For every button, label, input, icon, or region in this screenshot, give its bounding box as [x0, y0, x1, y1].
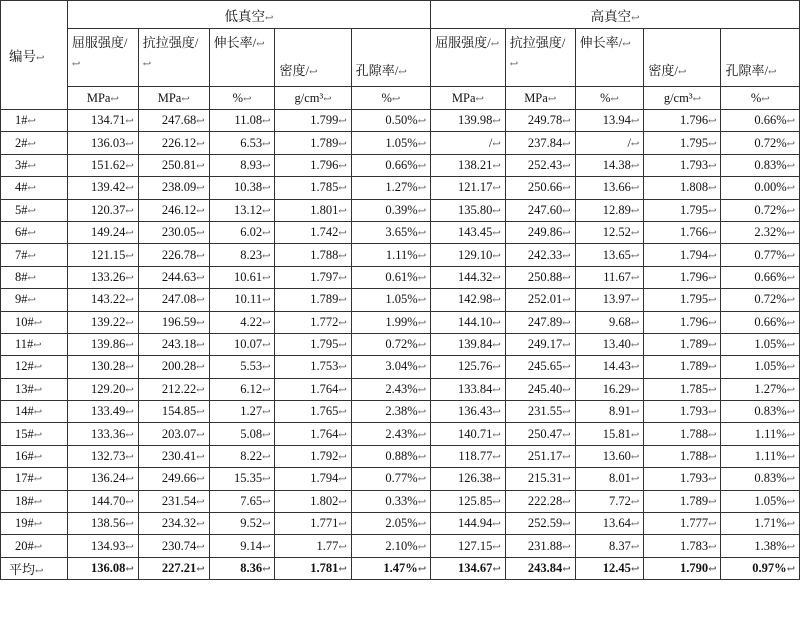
table-row: [1, 378, 800, 400]
high-porosity-cell: 1.05%↩: [721, 333, 800, 355]
table-row: [1, 154, 800, 176]
low-tensile-cell: 249.66↩: [138, 468, 209, 490]
high-tensile-cell: 250.47↩: [505, 423, 575, 445]
table-row: [1, 423, 800, 445]
high-porosity-cell: 1.11%↩: [721, 445, 800, 467]
low-elongation-cell: 15.35↩: [209, 468, 275, 490]
high-tensile-cell: 249.17↩: [505, 333, 575, 355]
low-elongation-cell: 10.11↩: [209, 289, 275, 311]
low-density-cell: 1.801↩: [275, 199, 351, 221]
high-yield-cell: 127.15↩: [431, 535, 506, 557]
high-porosity-cell: 1.05%↩: [721, 356, 800, 378]
low-tensile-cell: 238.09↩: [138, 177, 209, 199]
low-yield-cell: 130.28↩: [67, 356, 138, 378]
high-porosity-cell: 1.27%↩: [721, 378, 800, 400]
high-tensile-cell: 215.31↩: [505, 468, 575, 490]
high-porosity-cell: 0.83%↩: [721, 468, 800, 490]
low-density-cell: 1.796↩: [275, 154, 351, 176]
table-row: [1, 132, 800, 154]
unit-cell: %↩: [721, 87, 800, 110]
high-tensile-cell: 231.55↩: [505, 401, 575, 423]
low-tensile-cell: 246.12↩: [138, 199, 209, 221]
high-yield-cell: 144.94↩: [431, 513, 506, 535]
high-yield-cell: 144.32↩: [431, 266, 506, 288]
low-elongation-cell: 10.38↩: [209, 177, 275, 199]
low-porosity-cell: 0.61%↩: [351, 266, 430, 288]
high-yield-cell: 126.38↩: [431, 468, 506, 490]
sample-id-cell: 1#↩: [1, 110, 68, 132]
low-porosity-cell: 0.77%↩: [351, 468, 430, 490]
low-porosity-cell: 1.99%↩: [351, 311, 430, 333]
high-elongation-cell: 14.38↩: [575, 154, 644, 176]
high-yield-cell: 139.98↩: [431, 110, 506, 132]
high-porosity-cell: 0.77%↩: [721, 244, 800, 266]
unit-cell: %↩: [351, 87, 430, 110]
high-tensile-cell: 252.59↩: [505, 513, 575, 535]
sample-id-cell: 12#↩: [1, 356, 68, 378]
high-tensile-cell: 252.01↩: [505, 289, 575, 311]
low-yield-cell: 139.86↩: [67, 333, 138, 355]
sample-id-cell: 16#↩: [1, 445, 68, 467]
table-row: [1, 177, 800, 199]
high-yield-cell: 118.77↩: [431, 445, 506, 467]
high-density-cell: 1.795↩: [644, 132, 721, 154]
high-yield-cell: 139.84↩: [431, 333, 506, 355]
high-density-cell: 1.793↩: [644, 468, 721, 490]
low-tensile-cell: 154.85↩: [138, 401, 209, 423]
low-yield-cell: 136.03↩: [67, 132, 138, 154]
unit-cell: MPa↩: [505, 87, 575, 110]
high-elongation-cell: 9.68↩: [575, 311, 644, 333]
sample-id-cell: 13#↩: [1, 378, 68, 400]
low-yield-cell: 134.93↩: [67, 535, 138, 557]
high-elongation-cell: 13.65↩: [575, 244, 644, 266]
low-tensile-cell: 230.74↩: [138, 535, 209, 557]
high-yield-cell: 133.84↩: [431, 378, 506, 400]
sample-id-cell: 9#↩: [1, 289, 68, 311]
low-tensile-cell: 200.28↩: [138, 356, 209, 378]
table-row: [1, 356, 800, 378]
high-yield-cell: 135.80↩: [431, 199, 506, 221]
high-yield-cell: 134.67↩: [431, 557, 506, 579]
high-porosity-cell: 1.05%↩: [721, 490, 800, 512]
low-density-cell: 1.788↩: [275, 244, 351, 266]
high-elongation-cell: 12.89↩: [575, 199, 644, 221]
high-elongation-cell: 8.91↩: [575, 401, 644, 423]
high-density-cell: 1.796↩: [644, 110, 721, 132]
table-row: [1, 289, 800, 311]
sample-id-cell: 7#↩: [1, 244, 68, 266]
low-yield-cell: 149.24↩: [67, 221, 138, 243]
low-porosity-cell: 0.50%↩: [351, 110, 430, 132]
unit-cell: g/cm³↩: [275, 87, 351, 110]
high-density-cell: 1.777↩: [644, 513, 721, 535]
low-porosity-cell: 2.38%↩: [351, 401, 430, 423]
high-porosity-cell: 2.32%↩: [721, 221, 800, 243]
low-density-cell: 1.764↩: [275, 378, 351, 400]
high-elongation-cell: 13.97↩: [575, 289, 644, 311]
low-tensile-cell: 243.18↩: [138, 333, 209, 355]
low-porosity-cell: 3.65%↩: [351, 221, 430, 243]
low-density-cell: 1.765↩: [275, 401, 351, 423]
unit-cell: MPa↩: [138, 87, 209, 110]
high-elongation-cell: 16.29↩: [575, 378, 644, 400]
low-tensile-cell: 203.07↩: [138, 423, 209, 445]
table-row: [1, 468, 800, 490]
high-density-cell: 1.790↩: [644, 557, 721, 579]
sample-id-cell: 11#↩: [1, 333, 68, 355]
high-yield-cell: 121.17↩: [431, 177, 506, 199]
high-porosity-cell: 0.66%↩: [721, 311, 800, 333]
low-tensile-cell: 231.54↩: [138, 490, 209, 512]
low-porosity-cell: 2.05%↩: [351, 513, 430, 535]
low-elongation-cell: 4.22↩: [209, 311, 275, 333]
high-tensile-cell: 243.84↩: [505, 557, 575, 579]
high-elongation-cell: 14.43↩: [575, 356, 644, 378]
low-porosity-cell: 0.33%↩: [351, 490, 430, 512]
low-density-cell: 1.781↩: [275, 557, 351, 579]
high-porosity-cell: 0.97%↩: [721, 557, 800, 579]
high-density-cell: 1.794↩: [644, 244, 721, 266]
low-porosity-cell: 1.05%↩: [351, 289, 430, 311]
low-tensile-cell: 247.68↩: [138, 110, 209, 132]
table-row: [1, 110, 800, 132]
table-row: [1, 221, 800, 243]
high-tensile-cell: 251.17↩: [505, 445, 575, 467]
high-porosity-cell: 0.83%↩: [721, 401, 800, 423]
low-porosity-cell: 1.05%↩: [351, 132, 430, 154]
table-row: [1, 535, 800, 557]
low-density-cell: 1.764↩: [275, 423, 351, 445]
sample-id-cell: 4#↩: [1, 177, 68, 199]
col-header-elongation: 伸长率/↩: [209, 29, 275, 87]
low-density-cell: 1.771↩: [275, 513, 351, 535]
sample-id-cell: 19#↩: [1, 513, 68, 535]
high-yield-cell: 125.85↩: [431, 490, 506, 512]
low-yield-cell: 132.73↩: [67, 445, 138, 467]
low-elongation-cell: 1.27↩: [209, 401, 275, 423]
col-header-density: 密度/↩: [275, 29, 351, 87]
table-row: [1, 266, 800, 288]
low-density-cell: 1.797↩: [275, 266, 351, 288]
high-tensile-cell: 250.66↩: [505, 177, 575, 199]
average-row: [1, 557, 800, 579]
high-elongation-cell: 13.94↩: [575, 110, 644, 132]
high-tensile-cell: 249.86↩: [505, 221, 575, 243]
high-density-cell: 1.789↩: [644, 356, 721, 378]
high-elongation-cell: 15.81↩: [575, 423, 644, 445]
table-body: [1, 110, 800, 580]
table-row: [1, 333, 800, 355]
sample-id-cell: 18#↩: [1, 490, 68, 512]
low-yield-cell: 143.22↩: [67, 289, 138, 311]
low-yield-cell: 129.20↩: [67, 378, 138, 400]
high-tensile-cell: 247.89↩: [505, 311, 575, 333]
low-yield-cell: 139.22↩: [67, 311, 138, 333]
group-header-high-vacuum: 高真空↩: [431, 1, 800, 29]
low-yield-cell: 133.49↩: [67, 401, 138, 423]
high-tensile-cell: 231.88↩: [505, 535, 575, 557]
low-elongation-cell: 8.23↩: [209, 244, 275, 266]
sample-id-cell: 6#↩: [1, 221, 68, 243]
high-porosity-cell: 0.83%↩: [721, 154, 800, 176]
high-elongation-cell: 7.72↩: [575, 490, 644, 512]
col-header-porosity: 孔隙率/↩: [721, 29, 800, 87]
high-yield-cell: 143.45↩: [431, 221, 506, 243]
low-density-cell: 1.792↩: [275, 445, 351, 467]
low-porosity-cell: 2.43%↩: [351, 423, 430, 445]
col-header-yield: 屈服强度/↩: [431, 29, 506, 87]
high-density-cell: 1.795↩: [644, 199, 721, 221]
high-density-cell: 1.788↩: [644, 423, 721, 445]
high-density-cell: 1.795↩: [644, 289, 721, 311]
low-yield-cell: 133.26↩: [67, 266, 138, 288]
low-yield-cell: 134.71↩: [67, 110, 138, 132]
sample-id-cell: 20#↩: [1, 535, 68, 557]
sample-id-cell: 17#↩: [1, 468, 68, 490]
high-elongation-cell: 13.64↩: [575, 513, 644, 535]
low-tensile-cell: 234.32↩: [138, 513, 209, 535]
high-elongation-cell: 13.60↩: [575, 445, 644, 467]
low-density-cell: 1.77↩: [275, 535, 351, 557]
table-row: [1, 199, 800, 221]
high-elongation-cell: 13.66↩: [575, 177, 644, 199]
high-yield-cell: 138.21↩: [431, 154, 506, 176]
high-tensile-cell: 237.84↩: [505, 132, 575, 154]
high-density-cell: 1.793↩: [644, 401, 721, 423]
high-elongation-cell: /↩: [575, 132, 644, 154]
low-porosity-cell: 0.66%↩: [351, 154, 430, 176]
high-density-cell: 1.783↩: [644, 535, 721, 557]
high-yield-cell: /↩: [431, 132, 506, 154]
low-porosity-cell: 1.11%↩: [351, 244, 430, 266]
high-density-cell: 1.785↩: [644, 378, 721, 400]
low-elongation-cell: 6.02↩: [209, 221, 275, 243]
high-porosity-cell: 0.66%↩: [721, 266, 800, 288]
table-row: [1, 311, 800, 333]
unit-cell: %↩: [575, 87, 644, 110]
high-elongation-cell: 13.40↩: [575, 333, 644, 355]
low-elongation-cell: 8.93↩: [209, 154, 275, 176]
low-density-cell: 1.802↩: [275, 490, 351, 512]
unit-cell: %↩: [209, 87, 275, 110]
low-density-cell: 1.742↩: [275, 221, 351, 243]
low-yield-cell: 139.42↩: [67, 177, 138, 199]
sample-id-cell: 平均↩: [1, 557, 68, 579]
low-elongation-cell: 10.07↩: [209, 333, 275, 355]
low-tensile-cell: 250.81↩: [138, 154, 209, 176]
col-header-yield: 屈服强度/↩: [67, 29, 138, 87]
high-yield-cell: 136.43↩: [431, 401, 506, 423]
low-yield-cell: 133.36↩: [67, 423, 138, 445]
unit-cell: MPa↩: [67, 87, 138, 110]
low-elongation-cell: 7.65↩: [209, 490, 275, 512]
sample-id-cell: 14#↩: [1, 401, 68, 423]
low-density-cell: 1.794↩: [275, 468, 351, 490]
low-density-cell: 1.753↩: [275, 356, 351, 378]
low-density-cell: 1.772↩: [275, 311, 351, 333]
low-tensile-cell: 244.63↩: [138, 266, 209, 288]
low-porosity-cell: 1.27%↩: [351, 177, 430, 199]
low-elongation-cell: 9.52↩: [209, 513, 275, 535]
high-porosity-cell: 0.00%↩: [721, 177, 800, 199]
table-row: [1, 401, 800, 423]
high-density-cell: 1.766↩: [644, 221, 721, 243]
high-tensile-cell: 247.60↩: [505, 199, 575, 221]
low-yield-cell: 121.15↩: [67, 244, 138, 266]
table-row: [1, 445, 800, 467]
high-porosity-cell: 1.71%↩: [721, 513, 800, 535]
high-tensile-cell: 252.43↩: [505, 154, 575, 176]
high-elongation-cell: 11.67↩: [575, 266, 644, 288]
high-porosity-cell: 0.72%↩: [721, 132, 800, 154]
unit-cell: g/cm³↩: [644, 87, 721, 110]
sample-id-cell: 10#↩: [1, 311, 68, 333]
high-tensile-cell: 242.33↩: [505, 244, 575, 266]
sample-id-cell: 5#↩: [1, 199, 68, 221]
high-density-cell: 1.796↩: [644, 266, 721, 288]
low-porosity-cell: 2.10%↩: [351, 535, 430, 557]
low-density-cell: 1.785↩: [275, 177, 351, 199]
low-tensile-cell: 212.22↩: [138, 378, 209, 400]
low-porosity-cell: 0.39%↩: [351, 199, 430, 221]
high-density-cell: 1.788↩: [644, 445, 721, 467]
high-elongation-cell: 12.45↩: [575, 557, 644, 579]
high-porosity-cell: 0.72%↩: [721, 199, 800, 221]
high-yield-cell: 125.76↩: [431, 356, 506, 378]
table-row: [1, 244, 800, 266]
id-header: 编号↩: [1, 1, 68, 110]
high-porosity-cell: 1.38%↩: [721, 535, 800, 557]
high-tensile-cell: 245.65↩: [505, 356, 575, 378]
high-yield-cell: 129.10↩: [431, 244, 506, 266]
high-yield-cell: 140.71↩: [431, 423, 506, 445]
low-porosity-cell: 0.88%↩: [351, 445, 430, 467]
high-density-cell: 1.808↩: [644, 177, 721, 199]
high-tensile-cell: 249.78↩: [505, 110, 575, 132]
group-header-low-vacuum: 低真空↩: [67, 1, 430, 29]
low-elongation-cell: 13.12↩: [209, 199, 275, 221]
low-tensile-cell: 247.08↩: [138, 289, 209, 311]
low-elongation-cell: 6.53↩: [209, 132, 275, 154]
low-porosity-cell: 0.72%↩: [351, 333, 430, 355]
low-yield-cell: 138.56↩: [67, 513, 138, 535]
low-elongation-cell: 8.36↩: [209, 557, 275, 579]
col-header-tensile: 抗拉强度/↩: [138, 29, 209, 87]
unit-cell: MPa↩: [431, 87, 506, 110]
high-density-cell: 1.789↩: [644, 490, 721, 512]
low-elongation-cell: 9.14↩: [209, 535, 275, 557]
low-elongation-cell: 6.12↩: [209, 378, 275, 400]
sample-id-cell: 3#↩: [1, 154, 68, 176]
low-density-cell: 1.799↩: [275, 110, 351, 132]
table-row: [1, 513, 800, 535]
sample-id-cell: 8#↩: [1, 266, 68, 288]
col-header-elongation: 伸长率/↩: [575, 29, 644, 87]
low-yield-cell: 151.62↩: [67, 154, 138, 176]
low-tensile-cell: 196.59↩: [138, 311, 209, 333]
low-tensile-cell: 227.21↩: [138, 557, 209, 579]
low-yield-cell: 136.24↩: [67, 468, 138, 490]
high-elongation-cell: 8.01↩: [575, 468, 644, 490]
low-density-cell: 1.795↩: [275, 333, 351, 355]
high-density-cell: 1.796↩: [644, 311, 721, 333]
low-yield-cell: 144.70↩: [67, 490, 138, 512]
high-tensile-cell: 222.28↩: [505, 490, 575, 512]
sample-id-cell: 2#↩: [1, 132, 68, 154]
col-header-density: 密度/↩: [644, 29, 721, 87]
low-elongation-cell: 5.08↩: [209, 423, 275, 445]
high-elongation-cell: 12.52↩: [575, 221, 644, 243]
low-porosity-cell: 3.04%↩: [351, 356, 430, 378]
low-elongation-cell: 10.61↩: [209, 266, 275, 288]
low-density-cell: 1.789↩: [275, 289, 351, 311]
low-elongation-cell: 5.53↩: [209, 356, 275, 378]
table-row: [1, 490, 800, 512]
col-header-tensile: 抗拉强度/↩: [505, 29, 575, 87]
low-porosity-cell: 2.43%↩: [351, 378, 430, 400]
low-density-cell: 1.789↩: [275, 132, 351, 154]
high-tensile-cell: 245.40↩: [505, 378, 575, 400]
sample-id-cell: 15#↩: [1, 423, 68, 445]
low-tensile-cell: 226.12↩: [138, 132, 209, 154]
low-elongation-cell: 8.22↩: [209, 445, 275, 467]
high-elongation-cell: 8.37↩: [575, 535, 644, 557]
high-tensile-cell: 250.88↩: [505, 266, 575, 288]
high-porosity-cell: 1.11%↩: [721, 423, 800, 445]
low-porosity-cell: 1.47%↩: [351, 557, 430, 579]
low-tensile-cell: 226.78↩: [138, 244, 209, 266]
high-density-cell: 1.793↩: [644, 154, 721, 176]
high-porosity-cell: 0.72%↩: [721, 289, 800, 311]
low-tensile-cell: 230.05↩: [138, 221, 209, 243]
col-header-porosity: 孔隙率/↩: [351, 29, 430, 87]
high-density-cell: 1.789↩: [644, 333, 721, 355]
low-tensile-cell: 230.41↩: [138, 445, 209, 467]
low-yield-cell: 120.37↩: [67, 199, 138, 221]
high-porosity-cell: 0.66%↩: [721, 110, 800, 132]
low-yield-cell: 136.08↩: [67, 557, 138, 579]
high-yield-cell: 144.10↩: [431, 311, 506, 333]
low-elongation-cell: 11.08↩: [209, 110, 275, 132]
high-yield-cell: 142.98↩: [431, 289, 506, 311]
